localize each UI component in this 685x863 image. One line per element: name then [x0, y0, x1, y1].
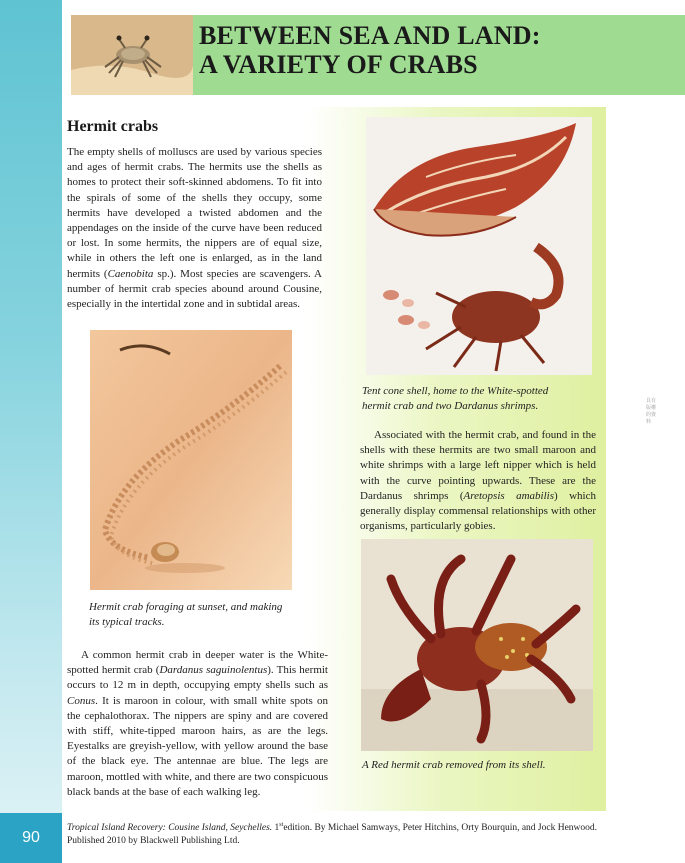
- foraging-caption-line-1: Hermit crab foraging at sunset, and making: [89, 601, 283, 613]
- dardanus-species-name: Aretopsis amabilis: [463, 489, 555, 502]
- tent-cone-caption-line-1: Tent cone shell, home to the White-spotted: [362, 385, 549, 397]
- footer-edition-suffix: st: [279, 822, 284, 828]
- page-title-line-1: BETWEEN SEA AND LAND:: [199, 21, 541, 50]
- intro-species-name: Caenobita: [107, 267, 154, 280]
- dardanus-text-2: ) which generally display commensal relationships with other organisms, particularly gobies.: [360, 489, 596, 533]
- dardanus-text-1: Associated with the hermit crab, and found in the shells with these hermits are two small maroon and white shrimps with a large left nipper which is held with the curve pointing upwards. These are the Dardanus shrimps (: [360, 429, 596, 502]
- footer-publisher: Published 2010 by Blackwell Publishing Ltd.: [67, 836, 240, 846]
- tent-cone-shell-photo: [366, 117, 592, 375]
- side-color-band: [0, 0, 62, 863]
- conus-genus-name: Conus: [67, 694, 96, 707]
- page-title-line-2: A VARIETY OF CRABS: [199, 50, 478, 79]
- tent-cone-caption-line-2: hermit crab and two Dardanus shrimps.: [362, 400, 539, 412]
- white-spotted-species-name: Dardanus saguinolentus: [159, 664, 268, 677]
- intro-paragraph: [67, 145, 322, 312]
- copyright-side-note: 具有版權的資料: [646, 398, 657, 425]
- footer-citation: [67, 822, 597, 833]
- footer-book-title: Tropical Island Recovery: Cousine Island, Seychelles.: [67, 823, 273, 834]
- dardanus-paragraph: [360, 428, 596, 534]
- footer-authors: edition. By Michael Samways, Peter Hitchins, Orty Bourquin, and Jock Henwood.: [283, 823, 598, 834]
- red-hermit-caption: A Red hermit crab removed from its shell.: [362, 759, 546, 771]
- footer-edition-number: 1: [274, 823, 280, 834]
- foraging-hermit-crab-photo: [90, 330, 292, 590]
- intro-text-1: The empty shells of molluscs are used by various species and ages of hermit crabs. The hermits use the shells as homes to protect their soft-skinned abdomens. To fit into the spirals of some of the shells they occupy, some hermits have developed a twisted abdomen and the appendages on the inside of the curve have been reduced or lost. In some hermits, the nippers are of equal size, while in others the left one is enlarged, as in the land hermits (: [67, 146, 322, 280]
- page-number: 90: [0, 813, 62, 863]
- foraging-caption: [89, 600, 329, 630]
- section-heading: Hermit crabs: [67, 118, 159, 135]
- page-title: [199, 21, 541, 79]
- ghost-crab-photo: [71, 15, 193, 95]
- white-spotted-paragraph: [67, 648, 328, 800]
- white-spotted-text-1: A common hermit crab in deeper water is the White-spotted hermit crab (: [67, 649, 328, 677]
- intro-text-2: sp.). Most species are scavengers. A number of hermit crab species abound around Cousine, especially in the intertidal zone and in subtidal areas.: [67, 267, 322, 311]
- red-hermit-crab-photo: [361, 539, 593, 751]
- white-spotted-text-2: ). This hermit occurs to 12 m in depth, occupying empty shells such as: [67, 664, 328, 692]
- tent-cone-caption: [362, 384, 602, 414]
- foraging-caption-line-2: its typical tracks.: [89, 616, 165, 628]
- white-spotted-text-3: . It is maroon in colour, with small white spots on the cephalothorax. The nippers are spiny and are covered with stiff, white-tipped maroon hairs, as are the legs. Eyestalks are greyish-yellow, with yellow around the base of the black eye. The antennae are blue. The legs are maroon, mottled with white, and there are two conspicuous black bands at the base of each walking leg.: [67, 694, 328, 798]
